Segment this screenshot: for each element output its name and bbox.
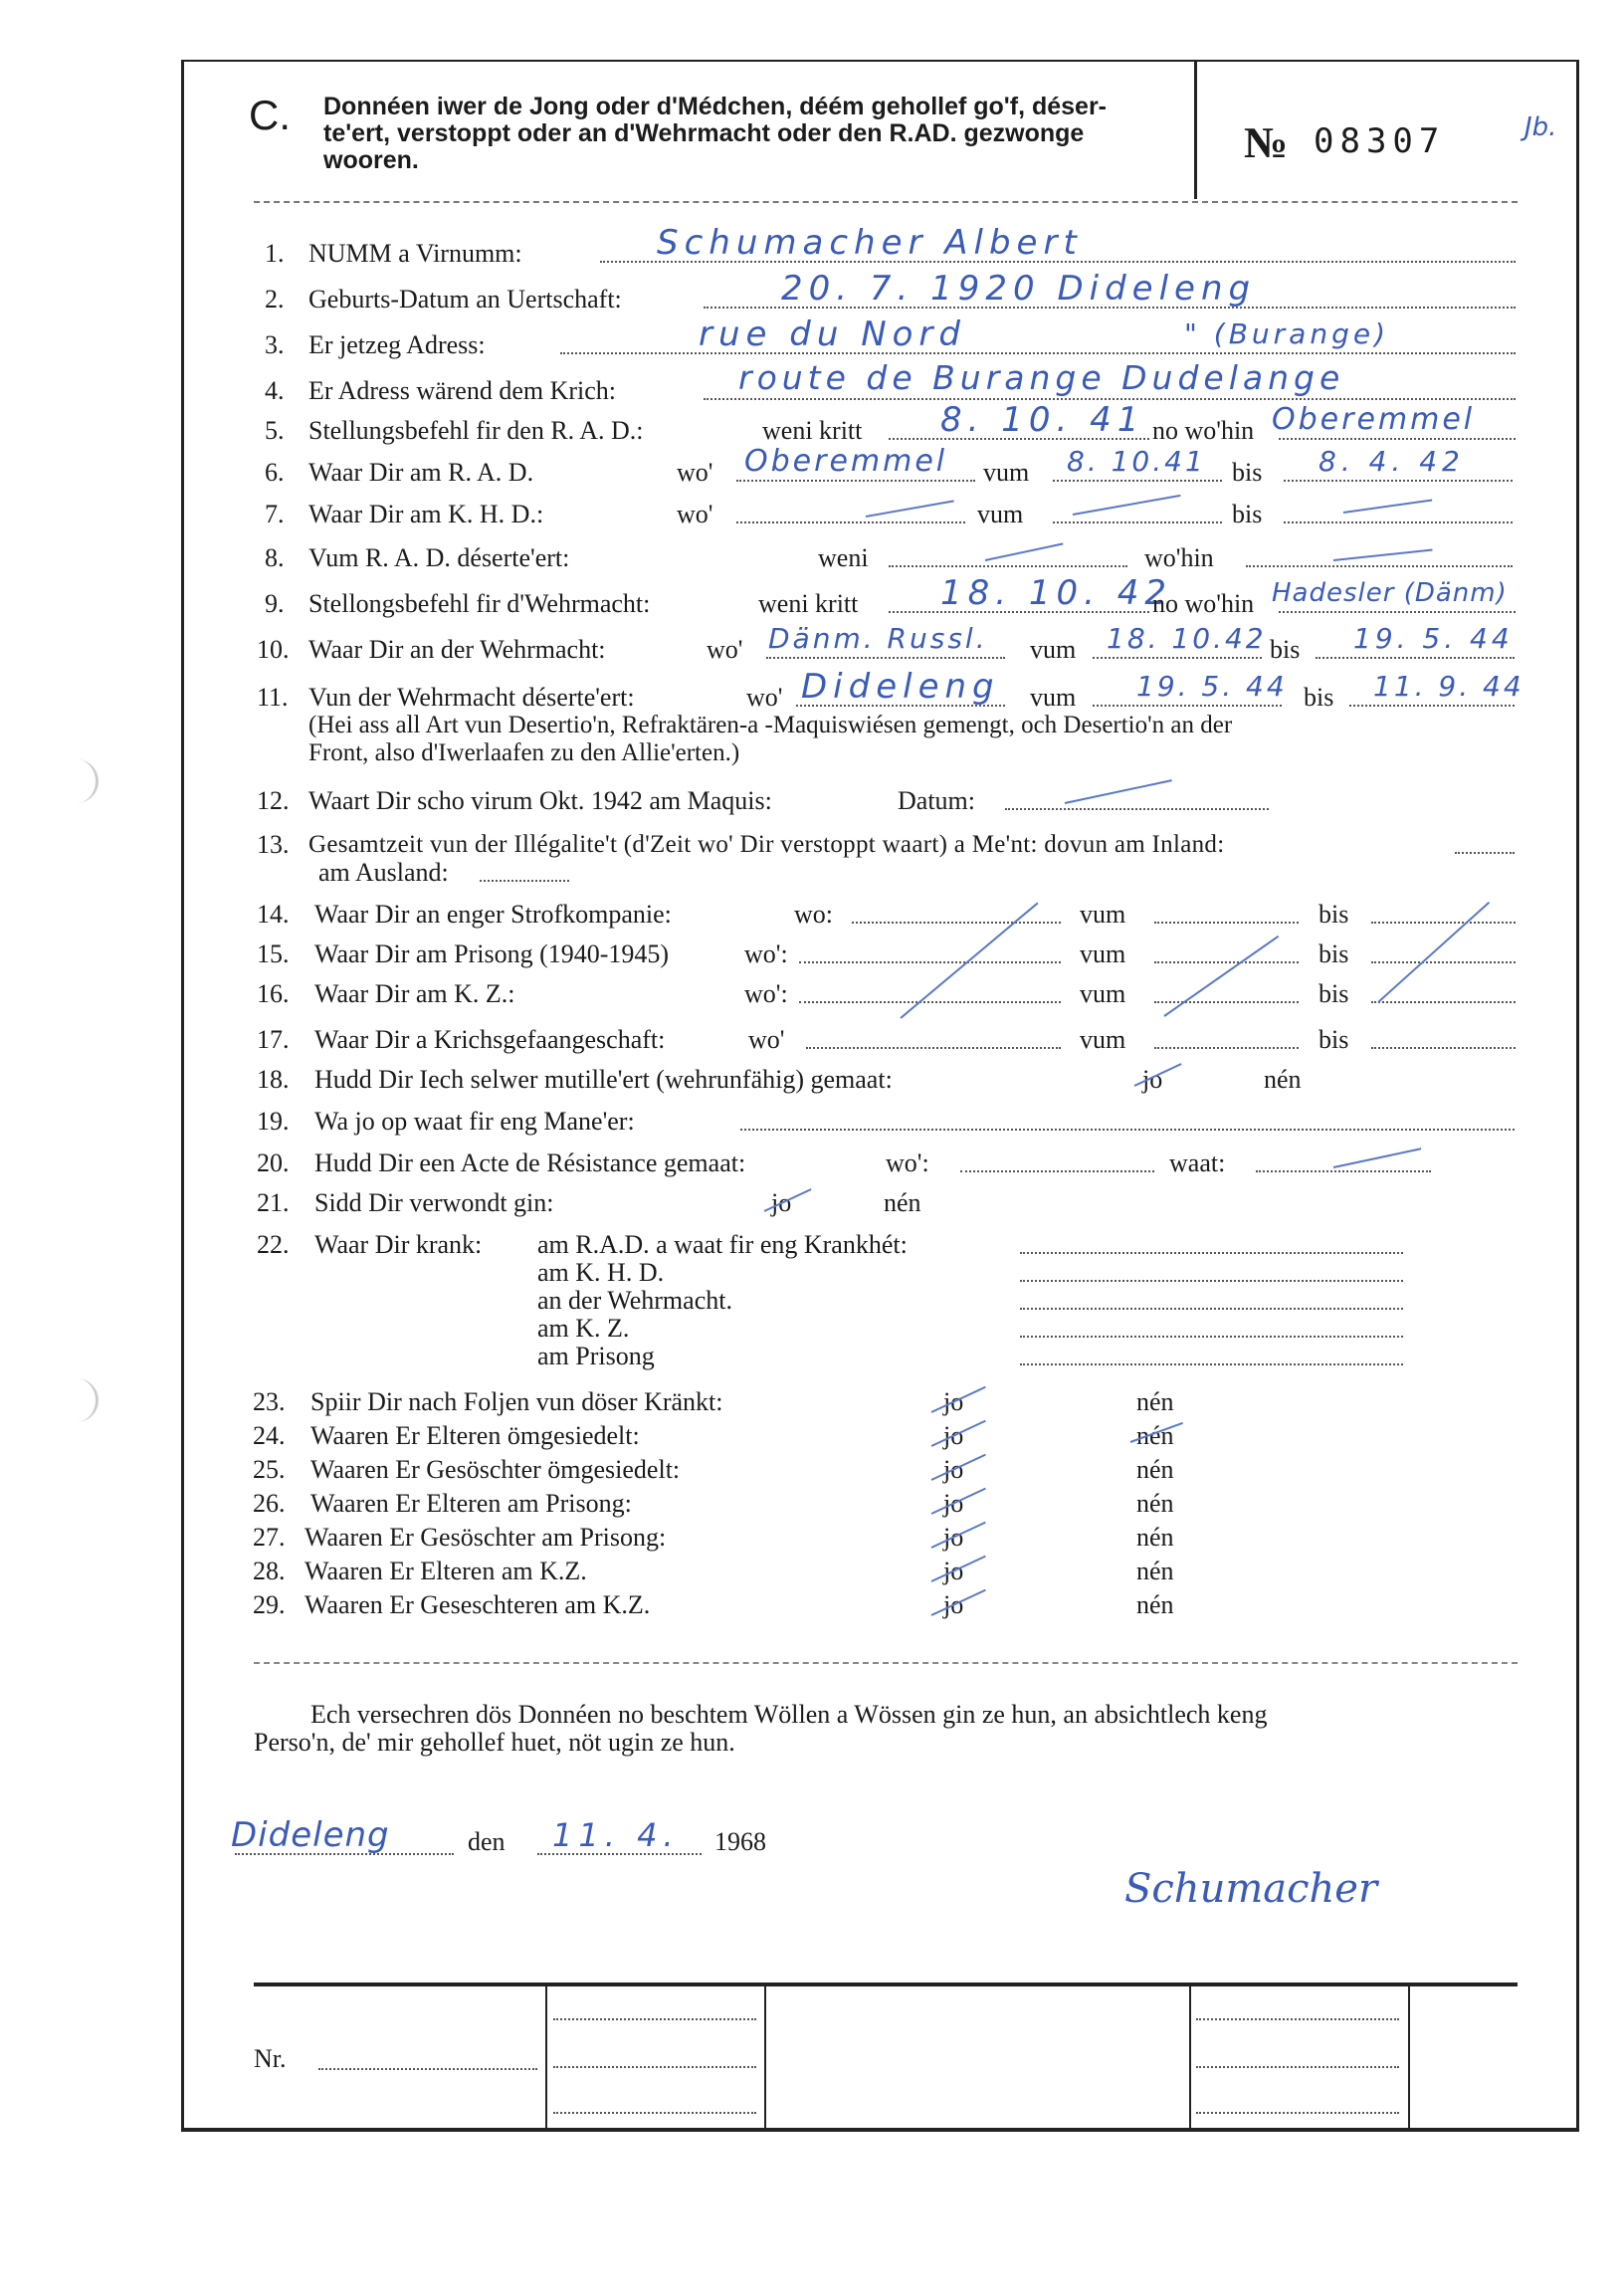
field-7-label: Waar Dir am K. H. D.:	[308, 500, 544, 528]
field-10-v2: 18. 10.42	[1107, 622, 1267, 655]
field-24-label: Waaren Er Elteren ömgesiedelt:	[310, 1421, 640, 1450]
field-16-w3: bis	[1319, 979, 1349, 1008]
field-5-v1: 8. 10. 41	[940, 400, 1145, 440]
footer-line	[553, 2066, 756, 2068]
field-16-line2	[1154, 1001, 1299, 1003]
footer-line	[553, 2112, 756, 2114]
field-22-line1	[1020, 1252, 1403, 1254]
form-number: 08307	[1314, 121, 1446, 161]
footer-line	[553, 2018, 756, 2020]
field-8-number: 8.	[265, 543, 285, 572]
field-27-yes: jo	[943, 1523, 964, 1552]
field-10-w1: wo'	[707, 635, 743, 664]
field-8-strike	[985, 542, 1064, 561]
field-26-label: Waaren Er Elteren am Prisong:	[310, 1489, 632, 1518]
field-19-line	[740, 1129, 1515, 1131]
field-20-w1: wo':	[886, 1148, 929, 1177]
field-10-v3: 19. 5. 44	[1353, 622, 1514, 655]
field-26-no: nén	[1136, 1489, 1174, 1518]
footer-divider	[764, 1984, 766, 2130]
frame-left-border	[181, 60, 184, 2130]
field-13-line1	[1455, 852, 1515, 854]
footer-divider	[545, 1984, 547, 2130]
field-17-number: 17.	[257, 1025, 290, 1054]
field-6-v1: Oberemmel	[744, 444, 948, 479]
field-16-line1	[799, 1001, 1061, 1003]
field-4-value: route de Burange Dudelange	[738, 358, 1345, 397]
field-28-label: Waaren Er Elteren am K.Z.	[304, 1557, 587, 1585]
field-22-sub3: an der Wehrmacht.	[537, 1286, 732, 1315]
field-14-16-strike	[1377, 902, 1490, 1003]
field-5-label: Stellungsbefehl fir den R. A. D.:	[308, 416, 644, 445]
field-10-v1: Dänm. Russl.	[768, 622, 988, 655]
field-20-line1	[960, 1170, 1154, 1172]
field-6-line2	[1053, 480, 1222, 482]
field-8-line2	[1246, 565, 1513, 567]
punch-hole-mark	[70, 759, 99, 803]
field-21-yes: jo	[771, 1188, 792, 1217]
field-23-number: 23.	[253, 1387, 286, 1416]
field-6-v3: 8. 4. 42	[1319, 445, 1465, 478]
field-10-line3	[1316, 657, 1515, 659]
field-20-line2	[1256, 1170, 1431, 1172]
field-11-label: Vun der Wehrmacht déserte'ert:	[308, 683, 635, 712]
field-20-strike	[1333, 1147, 1421, 1168]
field-14-16-strike	[1163, 936, 1279, 1017]
field-17-line3	[1371, 1047, 1516, 1049]
field-6-line3	[1284, 480, 1513, 482]
field-15-label: Waar Dir am Prisong (1940-1945)	[314, 939, 670, 968]
field-3-label: Er jetzeg Adress:	[308, 330, 486, 359]
field-15-line1	[799, 961, 1061, 963]
field-11-v1: Dideleng	[801, 667, 1000, 707]
field-27-no: nén	[1136, 1523, 1174, 1552]
footer-line	[1196, 2066, 1399, 2068]
field-5-v2: Oberemmel	[1272, 402, 1476, 437]
field-23-yes: jo	[943, 1387, 964, 1416]
field-7-line1	[736, 521, 965, 523]
field-16-number: 16.	[257, 979, 290, 1008]
field-25-no: nén	[1136, 1455, 1174, 1484]
punch-hole-mark	[70, 1378, 99, 1422]
field-21-no: nén	[884, 1188, 921, 1217]
field-14-w1: wo:	[794, 900, 833, 929]
field-1-value: Schumacher Albert	[657, 223, 1083, 263]
field-22-sub2: am K. H. D.	[537, 1258, 665, 1287]
footer-divider	[1408, 1984, 1410, 2130]
signature-date: 11. 4.	[552, 1816, 680, 1854]
field-29-label: Waaren Er Geseschteren am K.Z.	[304, 1590, 651, 1619]
field-12-w1: Datum:	[898, 786, 975, 815]
field-7-w1: wo'	[677, 500, 713, 528]
field-22-label: Waar Dir krank:	[314, 1230, 483, 1259]
field-7-line2	[1053, 521, 1222, 523]
field-8-strike	[1333, 549, 1433, 561]
field-7-strike	[866, 500, 954, 518]
field-17-line1	[806, 1047, 1061, 1049]
number-symbol: №	[1244, 118, 1289, 167]
field-20-label: Hudd Dir een Acte de Résistance gemaat:	[314, 1148, 746, 1177]
field-7-strike	[1073, 495, 1181, 516]
field-16-line3	[1371, 1001, 1516, 1003]
field-10-number: 10.	[257, 635, 290, 664]
field-3-number: 3.	[265, 330, 285, 359]
field-11-v2: 19. 5. 44	[1136, 670, 1288, 703]
field-9-number: 9.	[265, 589, 285, 618]
field-6-v2: 8. 10.41	[1067, 445, 1206, 478]
field-11-line3	[1349, 705, 1515, 707]
handwritten-mark: Jb.	[1524, 112, 1557, 142]
field-11-w1: wo'	[746, 683, 783, 712]
field-16-label: Waar Dir am K. Z.:	[314, 979, 515, 1008]
field-29-yes: jo	[943, 1590, 964, 1619]
field-18-label: Hudd Dir Iech selwer mutille'ert (wehrunfähig) gemaat:	[314, 1065, 893, 1094]
field-18-number: 18.	[257, 1065, 290, 1094]
field-14-line3	[1371, 922, 1516, 924]
field-8-w1: weni	[818, 543, 869, 572]
field-18-yes: jo	[1142, 1065, 1163, 1094]
field-22-sub1: am R.A.D. a waat fir eng Krankhét:	[537, 1230, 908, 1259]
frame-top-border	[181, 60, 1579, 62]
signature-place-line	[235, 1853, 454, 1855]
declaration-line2: Perso'n, de' mir gehollef huet, nöt ugin ze hun.	[254, 1728, 735, 1757]
footer-top-line	[254, 1982, 1518, 1986]
field-12-number: 12.	[257, 786, 290, 815]
field-6-w2: vum	[983, 458, 1030, 487]
field-6-w3: bis	[1232, 458, 1263, 487]
field-24-yes: jo	[943, 1421, 964, 1450]
field-20-w2: waat:	[1169, 1148, 1226, 1177]
field-17-w1: wo'	[748, 1025, 785, 1054]
header-title-line2: te'ert, verstoppt oder an d'Wehrmacht oder den R.AD. gezwonge	[323, 119, 1085, 147]
signature-den: den	[468, 1827, 506, 1856]
field-11-note-line1: (Hei ass all Art vun Desertio'n, Refraktären-a -Maquiswiésen gemengt, och Desertio'n an der	[308, 712, 1233, 738]
field-26-yes: jo	[943, 1489, 964, 1518]
signature-handwritten: Schumacher	[1124, 1866, 1378, 1912]
field-13-label2: am Ausland:	[318, 858, 449, 887]
field-22-line2	[1020, 1280, 1403, 1282]
footer-nr-line	[318, 2068, 537, 2070]
field-8-w2: wo'hin	[1144, 543, 1214, 572]
field-29-no: nén	[1136, 1590, 1174, 1619]
field-22-line3	[1020, 1308, 1403, 1310]
field-5-line2	[1279, 438, 1516, 440]
field-25-number: 25.	[253, 1455, 286, 1484]
field-11-number: 11.	[257, 683, 289, 712]
field-10-w3: bis	[1270, 635, 1301, 664]
field-5-w1: weni kritt	[762, 416, 863, 445]
field-1-number: 1.	[265, 239, 285, 268]
field-21-number: 21.	[257, 1188, 290, 1217]
declaration-separator	[254, 1662, 1518, 1664]
field-25-label: Waaren Er Gesöschter ömgesiedelt:	[310, 1455, 681, 1484]
field-12-label: Waart Dir scho virum Okt. 1942 am Maquis:	[308, 786, 772, 815]
field-11-note-line2: Front, also d'Iwerlaafen zu den Allie'erten.)	[308, 739, 740, 766]
field-9-label: Stellongsbefehl fir d'Wehrmacht:	[308, 589, 651, 618]
field-27-number: 27.	[253, 1523, 286, 1552]
field-13-line2	[480, 880, 569, 882]
field-14-line1	[852, 922, 1061, 924]
field-12-strike	[1065, 779, 1172, 804]
field-15-line2	[1154, 961, 1299, 963]
field-28-yes: jo	[943, 1557, 964, 1585]
field-15-w1: wo':	[744, 939, 788, 968]
field-17-w3: bis	[1319, 1025, 1349, 1054]
declaration-line1: Ech versechren dös Donnéen no beschtem Wöllen a Wössen gin ze hun, an absichtlech keng	[310, 1700, 1268, 1729]
field-14-line2	[1154, 922, 1299, 924]
field-19-number: 19.	[257, 1107, 290, 1136]
signature-date-line	[537, 1853, 702, 1855]
field-16-w1: wo':	[744, 979, 788, 1008]
field-23-label: Spiir Dir nach Foljen vun döser Kränkt:	[310, 1387, 723, 1416]
field-4-label: Er Adress wärend dem Krich:	[308, 376, 617, 405]
field-27-label: Waaren Er Gesöschter am Prisong:	[304, 1523, 667, 1552]
field-10-line2	[1093, 657, 1262, 659]
field-7-w2: vum	[977, 500, 1024, 528]
field-24-number: 24.	[253, 1421, 286, 1450]
field-5-w2: no wo'hin	[1152, 416, 1255, 445]
field-2-value: 20. 7. 1920 Dideleng	[781, 269, 1257, 309]
field-2-number: 2.	[265, 285, 285, 313]
field-20-number: 20.	[257, 1148, 290, 1177]
field-21-label: Sidd Dir verwondt gin:	[314, 1188, 554, 1217]
field-9-v2: Hadesler (Dänm)	[1272, 578, 1508, 608]
header-title-line1: Donnéen iwer de Jong oder d'Médchen, déém gehollef go'f, déser-	[323, 93, 1107, 120]
field-10-label: Waar Dir an der Wehrmacht:	[308, 635, 606, 664]
field-14-w3: bis	[1319, 900, 1349, 929]
header-divider	[1194, 60, 1197, 199]
field-5-number: 5.	[265, 416, 285, 445]
field-10-line1	[766, 657, 1005, 659]
field-1-label: NUMM a Virnumm:	[308, 239, 522, 268]
field-18-no: nén	[1264, 1065, 1302, 1094]
footer-divider	[1189, 1984, 1191, 2130]
signature-place: Dideleng	[231, 1815, 390, 1855]
field-17-line2	[1154, 1047, 1299, 1049]
field-8-line1	[889, 565, 1127, 567]
header-title-line3: wooren.	[323, 146, 419, 174]
field-11-line2	[1093, 705, 1282, 707]
field-9-line2	[1279, 611, 1516, 613]
field-24-no: nén	[1136, 1421, 1174, 1450]
field-13-label: Gesamtzeit vun der Illégalite't (d'Zeit wo' Dir verstoppt waart) a Me'nt: dovun am Inland:	[308, 831, 1225, 858]
field-7-line3	[1284, 521, 1513, 523]
frame-right-border	[1576, 60, 1579, 2130]
field-22-sub5: am Prisong	[537, 1342, 655, 1370]
field-6-line1	[736, 480, 975, 482]
field-29-number: 29.	[253, 1590, 286, 1619]
field-17-label: Waar Dir a Krichsgefaangeschaft:	[314, 1025, 666, 1054]
field-10-w2: vum	[1030, 635, 1077, 664]
field-8-label: Vum R. A. D. déserte'ert:	[308, 543, 570, 572]
footer-line	[1196, 2018, 1399, 2020]
field-14-label: Waar Dir an enger Strofkompanie:	[314, 900, 672, 929]
field-6-number: 6.	[265, 458, 285, 487]
field-11-w2: vum	[1030, 683, 1077, 712]
field-22-sub4: am K. Z.	[537, 1314, 630, 1343]
field-12-line	[1005, 808, 1269, 810]
signature-year: 1968	[714, 1827, 766, 1856]
field-17-w2: vum	[1080, 1025, 1126, 1054]
field-26-number: 26.	[253, 1489, 286, 1518]
field-9-w1: weni kritt	[758, 589, 859, 618]
field-23-no: nén	[1136, 1387, 1174, 1416]
field-15-w3: bis	[1319, 939, 1349, 968]
header-separator	[254, 201, 1518, 203]
field-6-label: Waar Dir am R. A. D.	[308, 458, 534, 487]
field-22-line4	[1020, 1336, 1403, 1338]
frame-bottom-border	[181, 2128, 1579, 2132]
field-28-no: nén	[1136, 1557, 1174, 1585]
field-22-line5	[1020, 1363, 1403, 1365]
field-16-w2: vum	[1080, 979, 1126, 1008]
field-9-w2: no wo'hin	[1152, 589, 1255, 618]
field-15-line3	[1371, 961, 1516, 963]
field-4-number: 4.	[265, 376, 285, 405]
field-15-w2: vum	[1080, 939, 1126, 968]
field-22-number: 22.	[257, 1230, 290, 1259]
field-19-label: Wa jo op waat fir eng Mane'er:	[314, 1107, 635, 1136]
field-9-v1: 18. 10. 42	[940, 573, 1173, 613]
field-2-label: Geburts-Datum an Uertschaft:	[308, 285, 622, 313]
footer-line	[1196, 2112, 1399, 2114]
field-3-value: rue du Nord	[699, 314, 966, 354]
footer-nr-label: Nr.	[254, 2044, 287, 2073]
section-letter: C.	[249, 92, 291, 138]
field-11-v3: 11. 9. 44	[1373, 670, 1524, 703]
field-25-yes: jo	[943, 1455, 964, 1484]
field-6-w1: wo'	[677, 458, 713, 487]
field-7-number: 7.	[265, 500, 285, 528]
field-14-w2: vum	[1080, 900, 1126, 929]
field-28-number: 28.	[253, 1557, 286, 1585]
field-3-value2: " (Burange)	[1184, 317, 1389, 350]
field-13-number: 13.	[257, 830, 290, 859]
field-7-w3: bis	[1232, 500, 1263, 528]
field-11-w3: bis	[1304, 683, 1334, 712]
field-15-number: 15.	[257, 939, 290, 968]
field-14-number: 14.	[257, 900, 290, 929]
field-7-strike	[1343, 499, 1432, 514]
